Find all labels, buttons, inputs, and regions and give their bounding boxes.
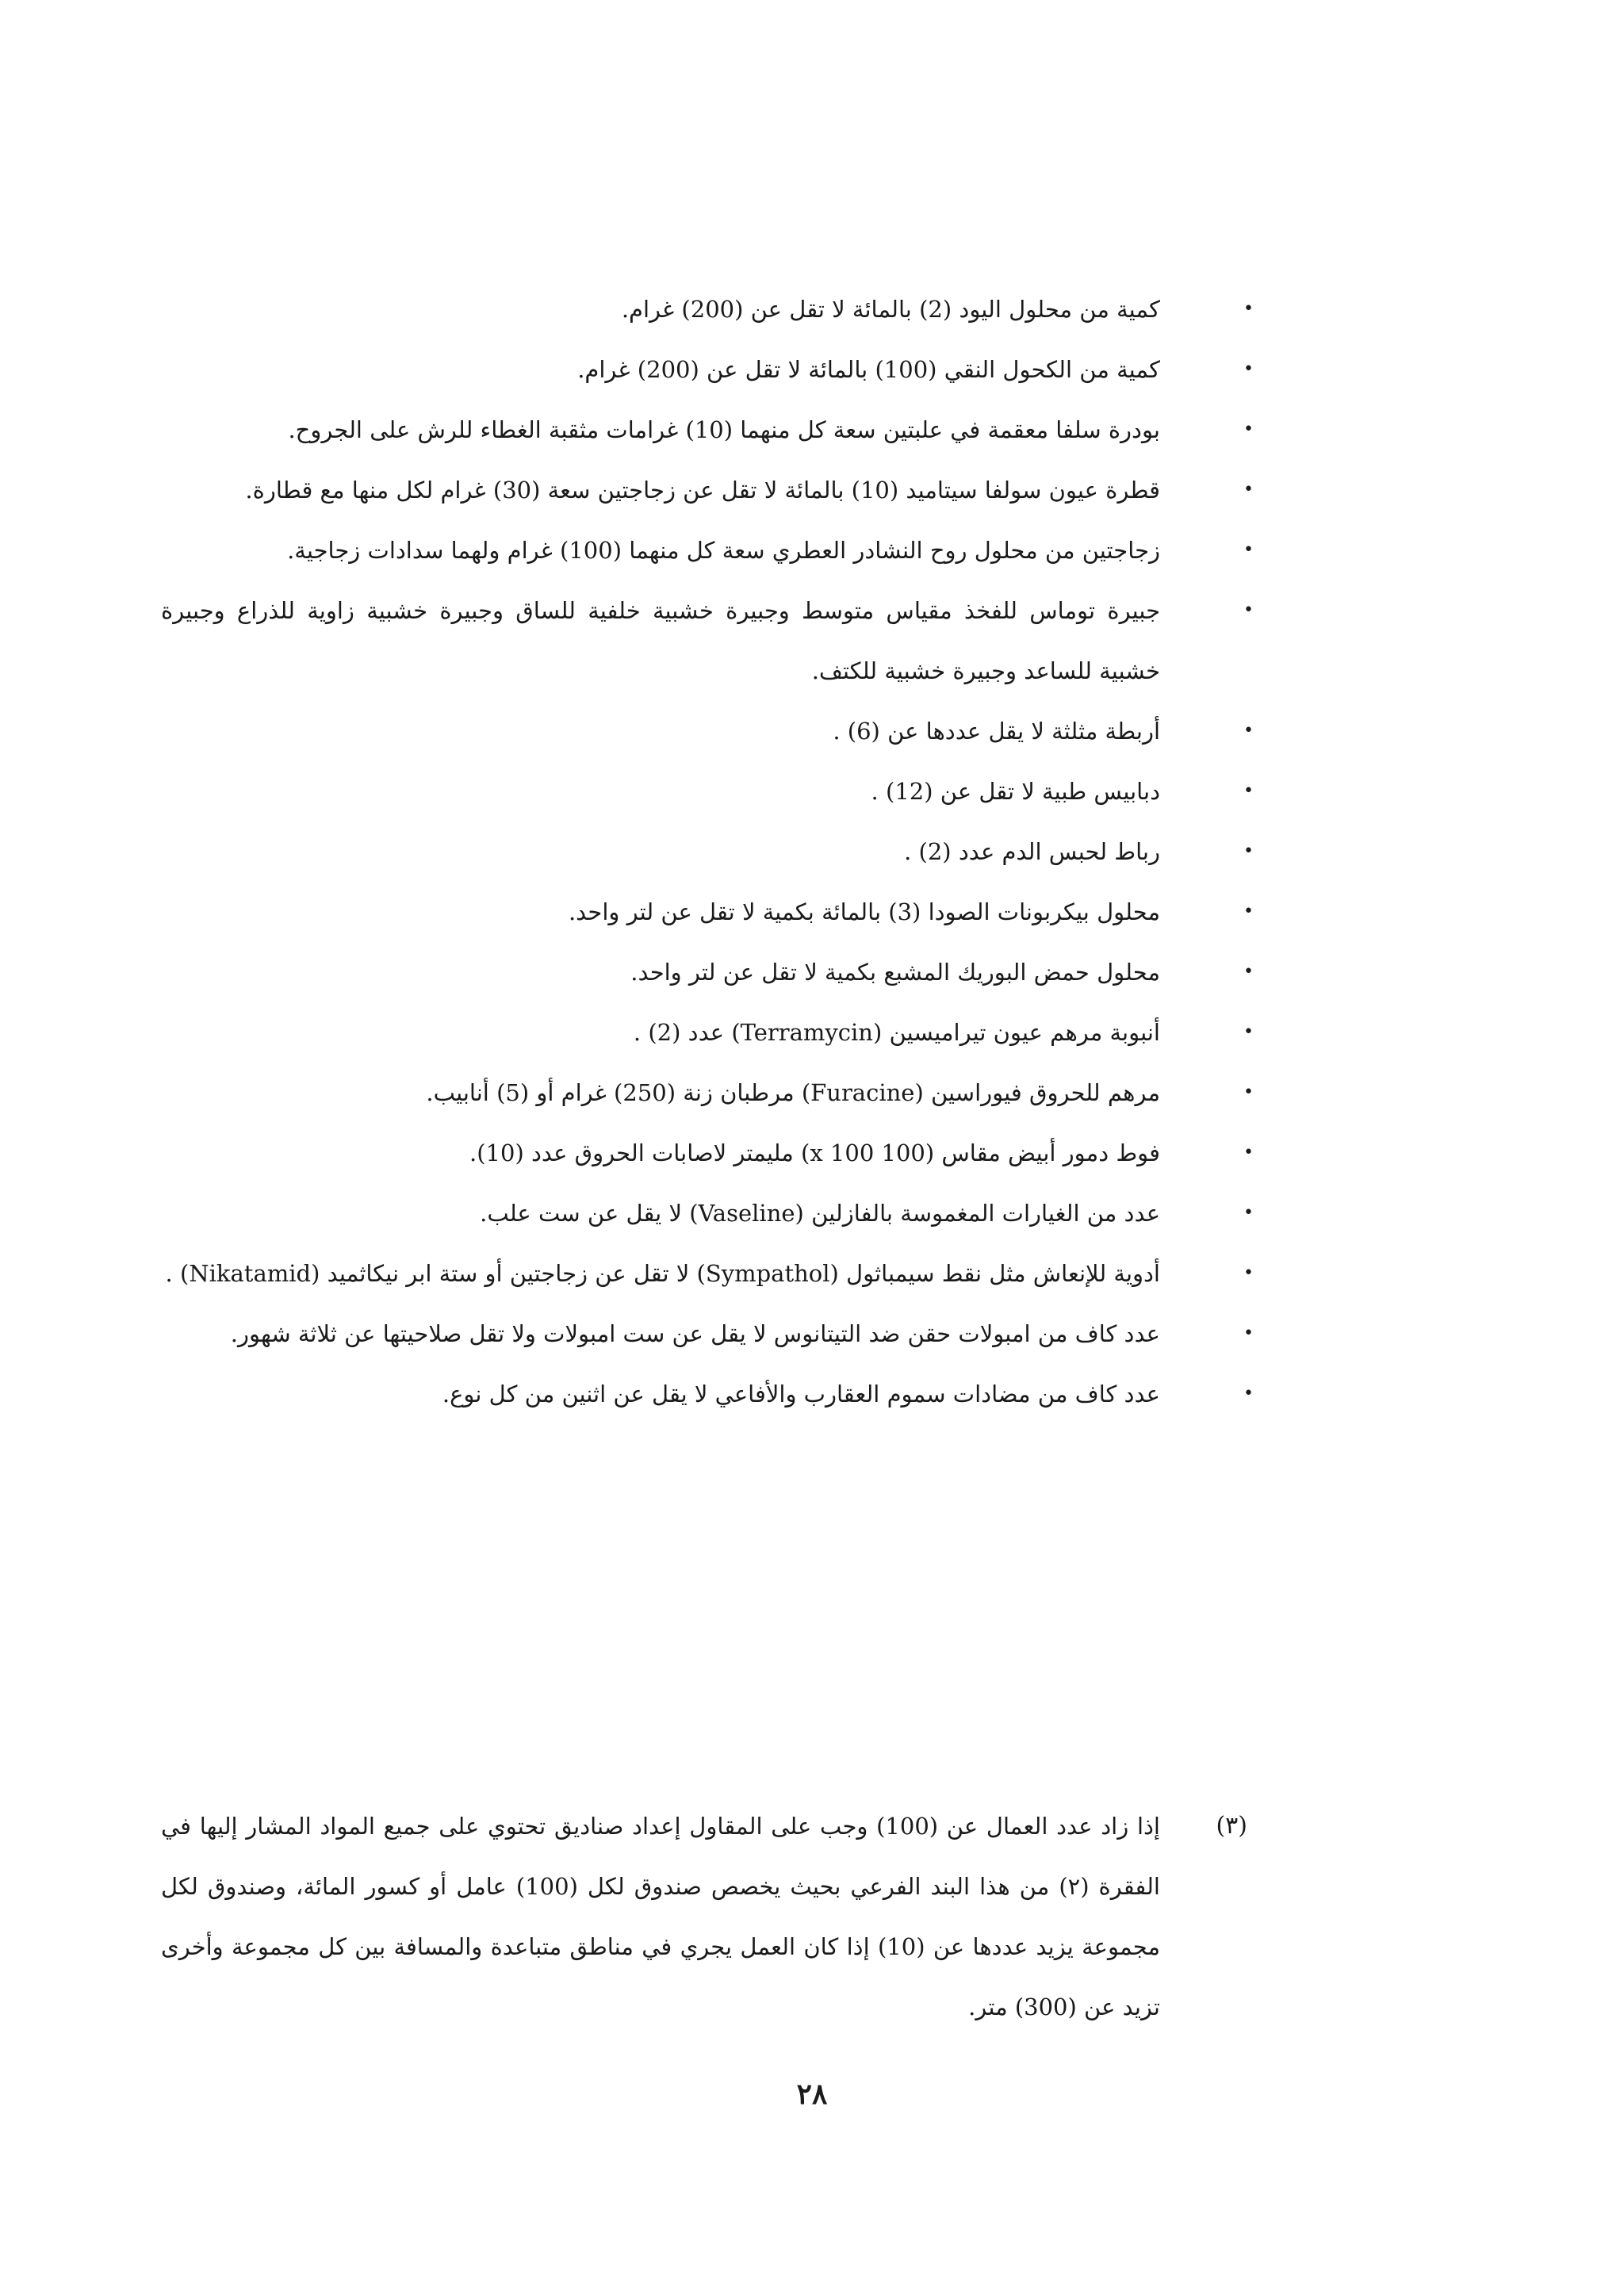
list-item bbox=[161, 279, 1254, 339]
bullet-icon: • bbox=[1243, 962, 1254, 982]
list-item bbox=[161, 1304, 1254, 1364]
list-item-text: محلول بيكربونات الصودا (3) بالمائة بكمية لا تقل عن لتر واحد. bbox=[568, 898, 1160, 925]
list-item bbox=[161, 1123, 1254, 1183]
bullet-icon: • bbox=[1243, 1082, 1254, 1102]
list-item bbox=[161, 1243, 1254, 1304]
first-aid-items-list bbox=[161, 279, 1254, 1424]
bullet-icon: • bbox=[1243, 721, 1254, 741]
list-item-text: أدوية للإنعاش مثل نقط سيمباثول (Sympathol) لا تقل عن زجاجتين أو ستة ابر نيكاثميد (Nikatamid) . bbox=[165, 1260, 1160, 1287]
list-item bbox=[161, 1002, 1254, 1063]
bullet-icon: • bbox=[1243, 902, 1254, 921]
list-item-text: بودرة سلفا معقمة في علبتين سعة كل منهما (10) غرامات مثقبة الغطاء للرش على الجروح. bbox=[288, 416, 1160, 443]
list-item bbox=[161, 1063, 1254, 1123]
list-item-text: دبابيس طبية لا تقل عن (12) . bbox=[871, 778, 1160, 805]
bullet-icon: • bbox=[1243, 419, 1254, 439]
bullet-icon: • bbox=[1243, 1203, 1254, 1223]
bullet-icon: • bbox=[1243, 1143, 1254, 1162]
bullet-icon: • bbox=[1243, 359, 1254, 379]
section-number: (٣) bbox=[1216, 1812, 1247, 1840]
list-item-text: أربطة مثلثة لا يقل عددها عن (6) . bbox=[833, 718, 1160, 745]
list-item bbox=[161, 339, 1254, 400]
list-item-text: مرهم للحروق فيوراسين (Furacine) مرطبان زنة (250) غرام أو (5) أنابيب. bbox=[426, 1079, 1160, 1106]
page-number: ٢٨ bbox=[796, 2078, 828, 2111]
list-item bbox=[161, 701, 1254, 761]
list-item-text: فوط دمور أبيض مقاس (100 x 100) مليمتر لاصابات الحروق عدد (10). bbox=[469, 1139, 1160, 1166]
bullet-icon: • bbox=[1243, 1263, 1254, 1283]
list-item bbox=[161, 400, 1254, 460]
list-item-text: محلول حمض البوريك المشبع بكمية لا تقل عن لتر واحد. bbox=[630, 959, 1160, 986]
bullet-icon: • bbox=[1243, 600, 1254, 620]
list-item-text: عدد من الغيارات المغموسة بالفازلين (Vaseline) لا يقل عن ست علب. bbox=[480, 1200, 1160, 1227]
list-item-text: زجاجتين من محلول روح النشادر العطري سعة كل منهما (100) غرام ولهما سدادات زجاجية. bbox=[287, 537, 1160, 564]
list-item-text: كمية من محلول اليود (2) بالمائة لا تقل عن (200) غرام. bbox=[621, 296, 1160, 323]
list-item bbox=[161, 460, 1254, 520]
bullet-icon: • bbox=[1243, 841, 1254, 861]
bullet-icon: • bbox=[1243, 781, 1254, 801]
list-item bbox=[161, 761, 1254, 821]
bullet-icon: • bbox=[1243, 540, 1254, 560]
list-item-text: عدد كاف من مضادات سموم العقارب والأفاعي لا يقل عن اثنين من كل نوع. bbox=[442, 1381, 1160, 1407]
list-item-text: كمية من الكحول النقي (100) بالمائة لا تقل عن (200) غرام. bbox=[577, 356, 1160, 383]
list-item bbox=[161, 1183, 1254, 1243]
list-item bbox=[161, 942, 1254, 1002]
list-item-text: عدد كاف من امبولات حقن ضد التيتانوس لا يقل عن ست امبولات ولا تقل صلاحيتها عن ثلاثة شهور. bbox=[230, 1320, 1160, 1347]
list-item bbox=[161, 882, 1254, 942]
bullet-icon: • bbox=[1243, 1323, 1254, 1343]
list-item-text: أنبوبة مرهم عيون تيراميسين (Terramycin) عدد (2) . bbox=[633, 1019, 1160, 1046]
list-item-text: جبيرة توماس للفخذ مقياس متوسط وجبيرة خشبية خلفية للساق وجبيرة خشبية زاوية للذراع وجبيرة خشبية للساعد وجبيرة خشبية للكتف. bbox=[161, 597, 1160, 684]
section-text: إذا زاد عدد العمال عن (100) وجب على المقاول إعداد صناديق تحتوي على جميع المواد المشار إليها في الفقرة (٢) من هذا البند الفرعي بحيث يخصص صندوق لكل (100) عامل أو كسور المائة، وصندوق لكل مجموعة يزيد عددها عن (10) إذا كان العمل يجري في مناطق متباعدة والمسافة بين كل مجموعة وأخرى تزيد عن (300) متر. bbox=[161, 1813, 1160, 2020]
list-item bbox=[161, 821, 1254, 882]
list-item bbox=[161, 520, 1254, 580]
section-paragraph bbox=[161, 1796, 1247, 2037]
list-item-text: قطرة عيون سولفا سيتاميد (10) بالمائة لا تقل عن زجاجتين سعة (30) غرام لكل منها مع قطارة. bbox=[245, 477, 1160, 504]
bullet-icon: • bbox=[1243, 1384, 1254, 1404]
list-item bbox=[161, 1364, 1254, 1424]
list-item-text: رباط لحبس الدم عدد (2) . bbox=[904, 838, 1160, 865]
list-item bbox=[161, 580, 1254, 701]
bullet-icon: • bbox=[1243, 480, 1254, 500]
bullet-icon: • bbox=[1243, 299, 1254, 319]
bullet-icon: • bbox=[1243, 1022, 1254, 1042]
